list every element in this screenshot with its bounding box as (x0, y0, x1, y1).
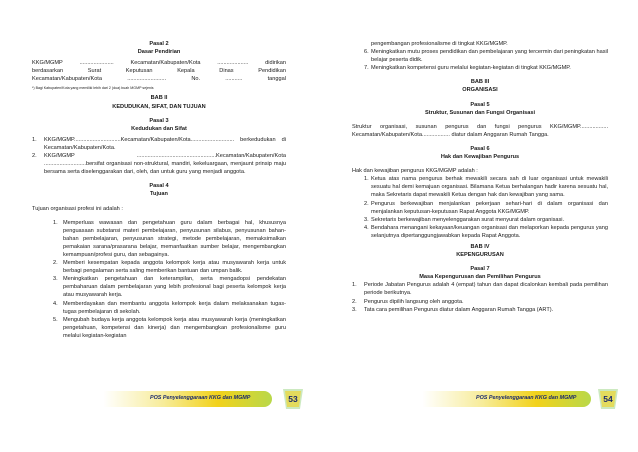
list-item (364, 175, 608, 199)
item-number: 4. (53, 300, 58, 307)
list-item (53, 259, 286, 275)
pasal-6-subtitle: Hak dan Kewajiban Pengurus (440, 154, 520, 161)
word: KKG/MGMP (32, 60, 63, 67)
list-item (364, 200, 608, 216)
item-text: Tata cara pemilihan Pengurus diatur dalam Anggaran Rumah Tangga (ART). (364, 306, 554, 313)
item-text: Pengurus berkewajiban menjalankan pekerjaan sehari-hari di dalam organisasi dan menjalankan keputusan-keputusan Rapat Anggota KKG/MGMP. (371, 200, 608, 215)
item-text: Bendahara menangani kekayaan/keuangan organisasi dan melaporkan kepada pengurus yang selanjutnya dipertanggungjawabkan kepada Rapat Anggota. (371, 224, 608, 239)
pasal-5-text: Struktur organisasi, susunan pengurus dan fungsi pengurus KKG/MGMP.................. Kecamatan/Kabupaten/Kota.................. diatur dalam Anggaran Rumah Tangga. (352, 123, 608, 138)
items-top-list (352, 48, 608, 72)
item-number: 2. (364, 200, 369, 207)
word: .................... (217, 60, 249, 67)
item-number: 3. (53, 276, 58, 283)
list-item (352, 281, 608, 297)
word: Dinas (219, 68, 234, 75)
item-number: 6. (364, 49, 369, 56)
item-text: Memberi kesempatan kepada anggota kelompok kerja atau musyawarah kerja untuk berbagi pengalaman serta saling memberikan bantuan dan umpan balik. (63, 260, 286, 275)
pasal-5-subtitle: Struktur, Susunan dan Fungsi Organisasi (424, 109, 536, 116)
word: Kecamatan/Kabupaten/Kota (130, 60, 201, 67)
footnote: *) Bagi Kabupaten/Kota yang memiliki lebih dari 2 (dua) buah MGMP sejenis (32, 86, 154, 91)
list-item (32, 136, 286, 152)
list-item (364, 48, 608, 64)
footer-bar (0, 385, 319, 415)
page-number (280, 387, 306, 411)
list-item (364, 224, 608, 240)
page-number-text: 54 (603, 394, 613, 404)
word: Surat (87, 68, 102, 75)
bab-2-subtitle: KEDUDUKAN, SIFAT, DAN TUJUAN (112, 103, 206, 110)
word: ...................... (79, 60, 114, 67)
pasal-2-text (32, 59, 286, 83)
pasal-3-list (32, 136, 286, 176)
item-text: Meningkatkan pengetahuan dan keterampilan, serta mengadopsi pendekatan pembaharuan dalam pembelajaran yang lebih profesional bagi peserta kelompok kerja atau musyawarah kerja. (63, 276, 286, 299)
pasal-4-title: Pasal 4 (149, 183, 169, 190)
item-number: 3. (352, 306, 357, 313)
pasal-6-intro: Hak dan kewajiban pengurus KKG/MGMP adalah : (352, 168, 478, 175)
item-number: 3. (364, 216, 369, 223)
item-number: 1. (53, 219, 58, 226)
item-text: Periode Jabatan Pengurus adalah 4 (empat) tahun dan dapat dicalonkan kembali pada pemilihan periode berikutnya. (364, 282, 608, 297)
continued-text: pengembangan profesionalisme di tingkat KKG/MGMP. (371, 41, 508, 47)
bab-3-subtitle: ORGANISASI (462, 87, 498, 94)
list-item (53, 275, 286, 299)
pasal-2-line-3 (32, 75, 286, 83)
list-item (352, 306, 608, 314)
word: tanggal (267, 76, 286, 83)
word: Kepala (177, 68, 195, 75)
pasal-2-line-2 (32, 67, 286, 75)
item-number: 4. (364, 224, 369, 231)
word: Kecamatan/Kabupaten/Kota (32, 76, 102, 83)
pasal-3-title: Pasal 3 (149, 117, 169, 124)
item-text: KKG/MGMP..............................Kecamatan/Kabupaten/Kota............................ berkedudukan di Kecamatan/Kabupaten/Kota. (44, 136, 286, 151)
list-item (53, 316, 286, 340)
list-item (53, 219, 286, 259)
item-text: Memperluas wawasan dan pengetahuan guru dalam berbagai hal, khususnya penguasaan substansi materi pembelajaran, penyusunan silabus, penyusunan bahan-bahan pembelajaran, penyusunan strategi, metode pembelajaran, memaksimalkan pemakaian sarana/prasarana belajar, memanfaatkan sumber belajar, mengembangkan kemampuan/profesi guru, dan sebagainya. (63, 219, 286, 258)
pasal-3-subtitle: Kedudukan dan Sifat (131, 125, 187, 132)
item-number: 7. (364, 65, 369, 72)
item-text: Memberdayakan dan membantu anggota kelompok kerja dalam melaksanakan tugas-tugas pembelajaran di sekolah. (63, 300, 286, 315)
item-number: 2. (352, 298, 357, 305)
word: ........... (225, 76, 243, 83)
item-number: 2. (32, 153, 37, 160)
word: Pendidikan (258, 68, 286, 75)
word: berdasarkan (32, 68, 64, 75)
item-text: Mengubah budaya kerja anggota kelompok kerja atau musyawarah kerja (meningkatkan pengetahuan, kompetensi dan kinerja) dan mengembangkan profesionalisme guru melalui kegiatan-kegiatan (63, 316, 286, 339)
pasal-2-subtitle: Dasar Pendirian (137, 49, 181, 56)
left-content (32, 40, 286, 340)
word: didirikan (265, 60, 286, 67)
item-text: KKG/MGMP ...................................................Kecamatan/Kabupaten/Kota ...........................bersifat organisasi non-struktural, mandiri, kekeluargaan, menjaunt prinsip maju bersama serta diselenggarakan dari, oleh, dan untuk guru yang menjadi anggota. (44, 153, 286, 176)
list-item (53, 300, 286, 316)
list-item (32, 152, 286, 176)
item-number: 1. (352, 282, 357, 289)
item-text: Sekretaris berkewajiban menyelenggarakan surat menyurat dalam organisasi. (371, 216, 565, 223)
pasal-7-title: Pasal 7 (470, 266, 490, 273)
pasal-4-subtitle: Tujuan (150, 191, 168, 198)
page-right (319, 0, 638, 452)
pasal-2-line-1 (32, 59, 286, 67)
item-text: Meningkatkan kompetensi guru melalui kegiatan-kegiatan di tingkat KKG/MGMP. (371, 65, 571, 72)
list-item (364, 216, 608, 224)
bab-4-title: BAB IV (470, 243, 490, 250)
item-number: 2. (53, 260, 58, 267)
item-number: 1. (364, 176, 369, 183)
pasal-2-title: Pasal 2 (149, 41, 169, 47)
pasal-6-list (352, 175, 608, 240)
footer-bar (319, 385, 638, 415)
word: ......................... (127, 76, 167, 83)
item-text: Meningkatkan mutu proses pendidikan dan pembelajaran yang tercermin dari peningkatan hasil belajar peserta didik. (371, 49, 608, 64)
pasal-4-intro: Tujuan organisasi profesi ini adalah : (32, 205, 123, 212)
item-number: 1. (32, 136, 37, 143)
item-number: 5. (53, 316, 58, 323)
bab-2-title: BAB II (150, 95, 168, 102)
page-number-text: 53 (288, 394, 298, 404)
word: No. (191, 76, 201, 83)
pasal-4-list (32, 219, 286, 340)
list-item (352, 298, 608, 306)
bab-3-title: BAB III (470, 79, 490, 86)
pasal-6-title: Pasal 6 (470, 145, 490, 152)
pasal-5-title: Pasal 5 (470, 101, 490, 108)
list-item (364, 64, 608, 72)
footer-text: POS Penyelenggaraan KKG dan MGMP (150, 395, 251, 401)
bab-4-subtitle: KEPENGURUSAN (456, 252, 504, 259)
pasal-7-list (352, 281, 608, 313)
page-number (595, 387, 621, 411)
footer-text: POS Penyelenggaraan KKG dan MGMP (476, 395, 577, 401)
item-text: Pengurus dipilih langsung oleh anggota. (364, 298, 464, 305)
item-text: Ketua atas nama pengurus berhak mewakili secara sah di luar organisasi untuk mewakili sesuatu hal demi kemajuan organisasi. Bilamana Ketua berhalangan hadir karena sesuatu hal, maka Sekretaris dapat mewakili Ketua dengan hak dan kewajiban yang sama. (371, 176, 608, 199)
right-content (352, 40, 608, 314)
word: Keputusan (125, 68, 153, 75)
pasal-7-subtitle: Masa Kepengurusan dan Pemilihan Pengurus (419, 274, 541, 281)
